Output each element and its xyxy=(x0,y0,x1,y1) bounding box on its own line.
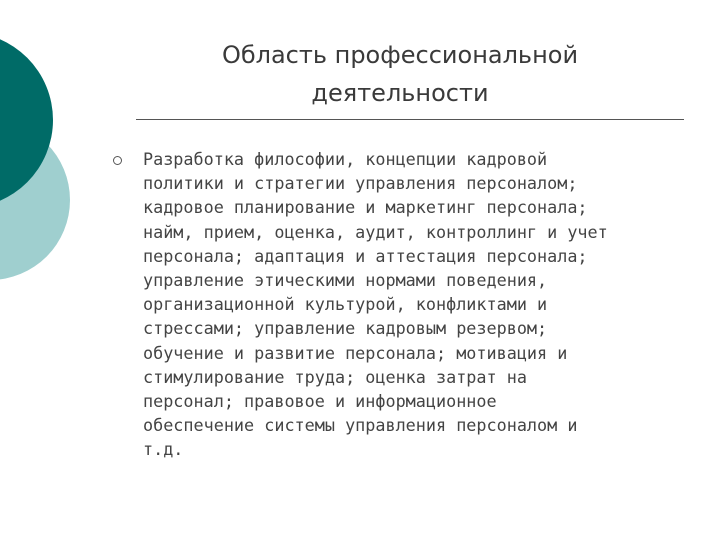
slide-title xyxy=(150,36,650,112)
text-line: обучение и развитие персонала; мотивация и xyxy=(143,342,568,363)
text-line: персонал; правовое и информационное xyxy=(143,391,497,412)
text-line: стимулирование труда; оценка затрат на xyxy=(143,366,527,387)
text-line: Разработка философии, концепции кадровой xyxy=(143,149,548,169)
bullet-circle-icon xyxy=(113,156,122,165)
bullet-text xyxy=(143,147,703,462)
title-line-1: Область профессиональной xyxy=(221,41,579,69)
text-line: обеспечение системы управления персоналом и xyxy=(143,415,578,436)
text-line: стрессами; управление кадровым резервом; xyxy=(143,318,548,339)
text-line: управление этическими нормами поведения, xyxy=(143,270,548,291)
text-line: кадровое планирование и маркетинг персонала; xyxy=(143,197,588,218)
text-line: персонала; адаптация и аттестация персонала; xyxy=(143,245,588,266)
text-line: т.д. xyxy=(143,439,184,460)
title-line-2: деятельности xyxy=(311,79,489,107)
text-line: найм, прием, оценка, аудит, контроллинг и учет xyxy=(143,221,608,242)
decorative-circles xyxy=(0,0,110,300)
text-line: политики и стратегии управления персоналом; xyxy=(143,173,578,194)
title-divider xyxy=(136,119,684,120)
text-line: организационной культурой, конфликтами и xyxy=(143,294,548,315)
